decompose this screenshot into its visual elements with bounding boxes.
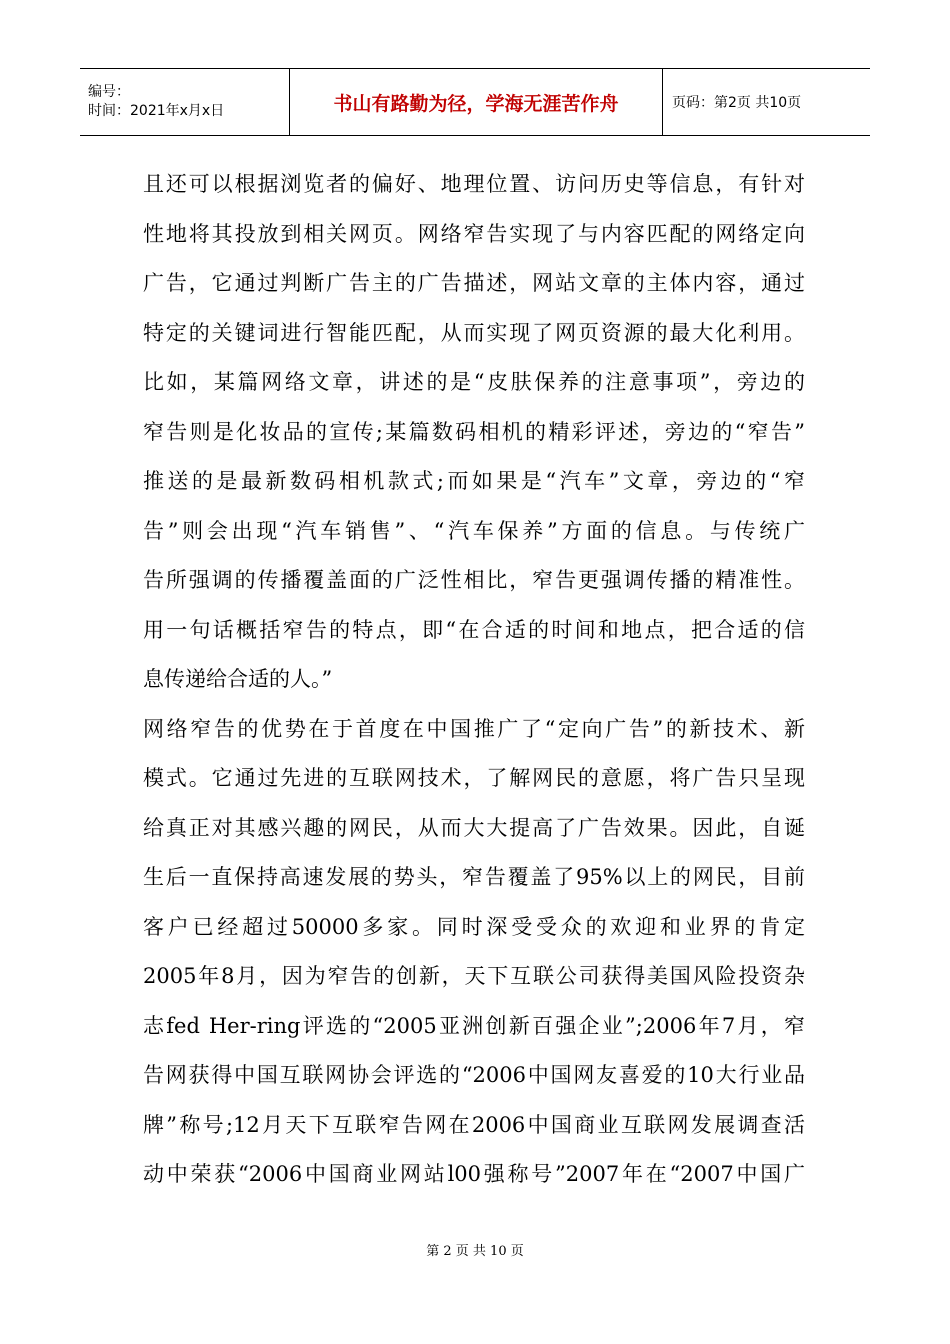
document-header bbox=[80, 68, 870, 136]
body-line: 息传递给合适的人。” bbox=[143, 667, 333, 691]
body-line: 网络窄告的优势在于首度在中国推广了“定向广告”的新技术、新 bbox=[143, 716, 805, 741]
body-line: 推送的是最新数码相机款式;而如果是“汽车”文章，旁边的“窄 bbox=[143, 469, 805, 493]
body-line: 广告，它通过判断广告主的广告描述，网站文章的主体内容，通过 bbox=[143, 271, 805, 295]
document-body bbox=[143, 160, 805, 1200]
body-line: 客户已经超过50000多家。同时深受受众的欢迎和业界的肯定 bbox=[143, 914, 805, 939]
body-line: 且还可以根据浏览者的偏好、地理位置、访问历史等信息，有针对 bbox=[143, 172, 805, 196]
header-motto: 书山有路勤为径，学海无涯苦作舟 bbox=[290, 69, 663, 136]
body-line: 给真正对其感兴趣的网民，从而大大提高了广告效果。因此，自诞 bbox=[143, 815, 805, 840]
body-line: 性地将其投放到相关网页。网络窄告实现了与内容匹配的网络定向 bbox=[143, 221, 805, 246]
document-date: 时间：2021年x月x日 bbox=[88, 103, 225, 119]
body-line: 生后一直保持高速发展的势头，窄告覆盖了95%以上的网民，目前 bbox=[143, 865, 805, 889]
body-line: 模式。它通过先进的互联网技术，了解网民的意愿，将广告只呈现 bbox=[143, 766, 805, 790]
page-footer: 第 2 页 共 10 页 bbox=[426, 1244, 524, 1259]
body-line: 特定的关键词进行智能匹配，从而实现了网页资源的最大化利用。 bbox=[143, 320, 805, 345]
header-meta-cell bbox=[80, 69, 290, 136]
body-line: 用一句话概括窄告的特点，即“在合适的时间和地点，把合适的信 bbox=[143, 617, 805, 642]
body-line: 动中荣获“2006中国商业网站l00强称号”2007年在“2007中国广 bbox=[143, 1162, 805, 1186]
body-line: 2005年8月，因为窄告的创新，天下互联公司获得美国风险投资杂 bbox=[143, 964, 805, 988]
body-line: 告所强调的传播覆盖面的广泛性相比，窄告更强调传播的精准性。 bbox=[143, 568, 805, 592]
header-page-info: 页码：第2页 共10页 bbox=[663, 69, 871, 136]
body-line: 告网获得中国互联网协会评选的“2006中国网友喜爱的10大行业品 bbox=[143, 1063, 805, 1087]
body-line: 窄告则是化妆品的宣传;某篇数码相机的精彩评述，旁边的“窄告” bbox=[143, 419, 805, 444]
body-line: 告”则会出现“汽车销售”、“汽车保养”方面的信息。与传统广 bbox=[143, 518, 805, 543]
body-line: 志fed Her-ring评选的“2005亚洲创新百强企业”;2006年7月，窄 bbox=[143, 1013, 805, 1038]
body-line: 牌”称号;12月天下互联窄告网在2006中国商业互联网发展调查活 bbox=[143, 1112, 805, 1137]
document-number-label: 编号： bbox=[88, 84, 130, 100]
body-line: 比如，某篇网络文章，讲述的是“皮肤保养的注意事项”，旁边的 bbox=[143, 370, 805, 394]
